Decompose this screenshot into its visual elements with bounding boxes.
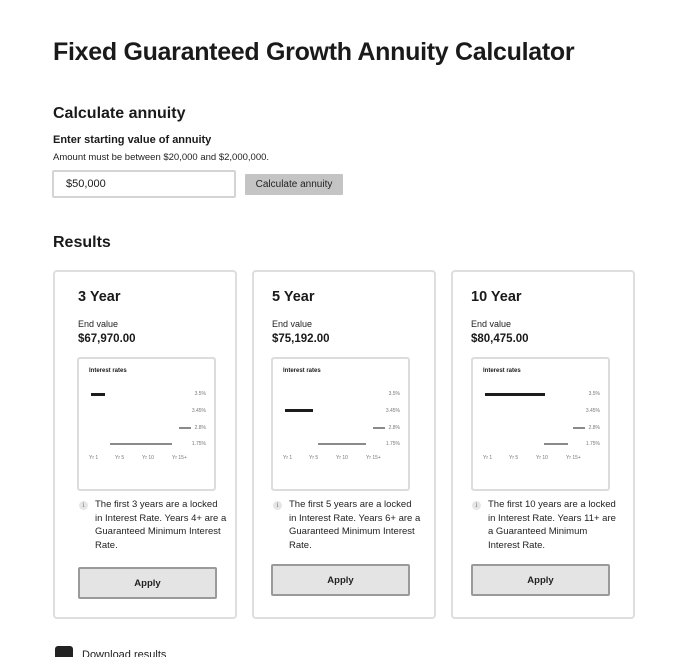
page-title: Fixed Guaranteed Growth Annuity Calculator [53,38,575,66]
x-tick: Yr 15+ [172,455,187,461]
chart-title: Interest rates [483,368,521,374]
card-title: 5 Year [272,289,315,305]
locked-rate-bar [485,393,545,396]
download-icon[interactable] [55,646,73,657]
results-title: Results [53,234,111,251]
y-tick: 3.45% [385,408,400,414]
x-tick: Yr 15+ [566,455,581,461]
result-card-3-year [53,270,237,619]
info-icon: i [79,501,88,510]
y-tick: 3.45% [585,408,600,414]
x-tick: Yr 10 [336,455,348,461]
starting-value-input[interactable] [52,170,236,198]
x-tick: Yr 1 [283,455,293,461]
x-tick: Yr 1 [483,455,493,461]
end-value-label: End value [471,319,512,329]
info-icon: i [472,501,481,510]
end-value-label: End value [78,319,119,329]
interest-rate-chart [271,357,410,491]
result-card-10-year [451,270,635,619]
end-value: $80,475.00 [471,333,529,345]
y-tick: 1.75% [585,441,600,447]
calculate-section-title: Calculate annuity [53,105,186,122]
guaranteed-minimum-bar [318,443,366,445]
guaranteed-minimum-bar [544,443,568,445]
end-value: $67,970.00 [78,333,136,345]
interest-rate-chart [77,357,216,491]
end-value-label: End value [272,319,313,329]
info-text: The first 3 years are a locked in Interest Rate. Years 4+ are a Guaranteed Minimum Interest Rate. [95,499,227,551]
rate-marker-bar [573,427,585,429]
calculate-annuity-button[interactable]: Calculate annuity [245,174,343,195]
interest-rate-chart [471,357,610,491]
amount-hint: Amount must be between $20,000 and $2,000,000. [53,152,270,163]
x-tick: Yr 5 [115,455,125,461]
info-text: The first 10 years are a locked in Interest Rate. Years 11+ are a Guaranteed Minimum Interest Rate. [488,499,616,551]
info-text: The first 5 years are a locked in Interest Rate. Years 6+ are a Guaranteed Minimum Interest Rate. [289,499,421,551]
y-tick: 3.5% [388,391,400,397]
chart-title: Interest rates [283,368,321,374]
apply-button[interactable]: Apply [271,564,410,596]
apply-button[interactable]: Apply [78,567,217,599]
starting-value-label: Enter starting value of annuity [53,134,212,146]
rate-marker-bar [179,427,191,429]
x-tick: Yr 1 [89,455,99,461]
rate-marker-bar [373,427,385,429]
x-tick: Yr 5 [309,455,319,461]
apply-button[interactable]: Apply [471,564,610,596]
x-tick: Yr 10 [142,455,154,461]
y-tick: 1.75% [191,441,206,447]
card-title: 3 Year [78,289,121,305]
locked-rate-bar [91,393,105,396]
y-tick: 3.45% [191,408,206,414]
card-title: 10 Year [471,289,522,305]
chart-title: Interest rates [89,368,127,374]
y-tick: 3.5% [194,391,206,397]
x-tick: Yr 10 [536,455,548,461]
y-tick: 1.75% [385,441,400,447]
x-tick: Yr 5 [509,455,519,461]
end-value: $75,192.00 [272,333,330,345]
download-results-link[interactable]: Download results [82,649,167,657]
y-tick: 2.8% [588,425,600,431]
x-tick: Yr 15+ [366,455,381,461]
guaranteed-minimum-bar [110,443,172,445]
locked-rate-bar [285,409,313,412]
info-icon: i [273,501,282,510]
result-card-5-year [252,270,436,619]
y-tick: 2.8% [194,425,206,431]
y-tick: 2.8% [388,425,400,431]
y-tick: 3.5% [588,391,600,397]
